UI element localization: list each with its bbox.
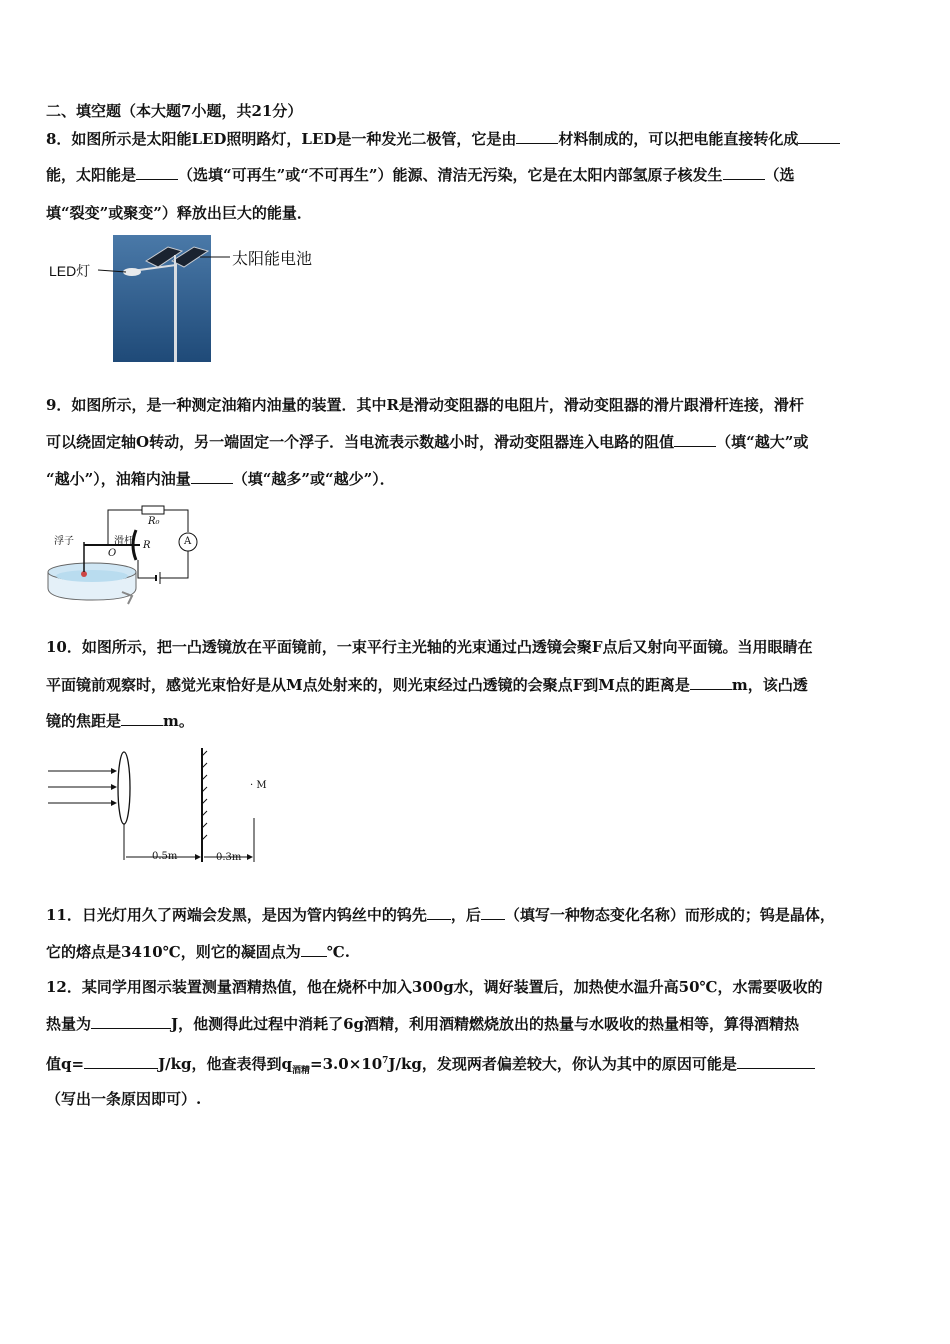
q9-text: “越小”），油箱内油量 (46, 470, 191, 488)
q8-text: （选填“可再生”或“不可再生”）能源、清洁无污染，它是在太阳内部氢原子核发生 (178, 166, 723, 184)
q9-line3 (46, 469, 395, 489)
q10-line2 (46, 675, 808, 695)
float-label: 浮子 (54, 536, 74, 547)
q10-line3 (46, 711, 194, 731)
q8-text: （选 (764, 166, 795, 184)
q11-text: （填写一种物态变化名称）而形成的；钨是晶体， (504, 906, 835, 924)
q8-text: 能，太阳能是 (46, 166, 137, 184)
q8-blank-4[interactable] (723, 165, 765, 180)
q12-blank-3[interactable] (737, 1054, 815, 1069)
q10-blank-2[interactable] (121, 711, 163, 726)
q8-line1 (46, 129, 840, 149)
o-label: O (108, 548, 117, 559)
distance-mirror-m-label: 0.3m (216, 852, 242, 863)
q9-text: 可以绕固定轴O转动，另一端固定一个浮子．当电流表示数越小时，滑动变阻器连入电路的阻值 (46, 433, 675, 451)
q8-text: 8．如图所示是太阳能LED照明路灯，LED是一种发光二极管，它是由 (46, 130, 517, 148)
solar-panel-label: 太阳能电池 (232, 251, 313, 268)
q8-blank-3[interactable] (136, 165, 178, 180)
q11-text: 11．日光灯用久了两端会发黑，是因为管内钨丝中的钨先 (46, 906, 427, 924)
q8-blank-1[interactable] (516, 129, 558, 144)
rod-label: 滑杆 (114, 536, 134, 547)
solar-street-light-figure (40, 233, 340, 368)
q11-line2 (46, 942, 350, 962)
q12-line1: 12．某同学用图示装置测量酒精热值，他在烧杯中加入300g水，调好装置后，加热使水温升高50℃，水需要吸收的 (46, 978, 823, 996)
q11-text: ℃. (326, 943, 350, 961)
q9-blank-2[interactable] (191, 469, 233, 484)
q11-blank-2[interactable] (481, 905, 505, 920)
q12-text: J/kg，发现两者偏差较大，你认为其中的原因可能是 (388, 1055, 737, 1073)
q10-text: m。 (163, 712, 194, 730)
led-label: LED灯 (49, 263, 91, 279)
q12-text: J，他测得此过程中消耗了6g酒精，利用酒精燃烧放出的热量与水吸收的热量相等，算得酒精热 (171, 1015, 800, 1033)
lens-mirror-figure (44, 742, 284, 868)
q9-line2 (46, 432, 808, 452)
q9-blank-1[interactable] (674, 432, 716, 447)
q10-text: 平面镜前观察时，感觉光束恰好是从M点处射来的，则光束经过凸透镜的会聚点F到M点的距离是 (46, 676, 690, 694)
q8-text: 材料制成的，可以把电能直接转化成 (558, 130, 799, 148)
q10-blank-1[interactable] (690, 675, 732, 690)
section-title: 二、填空题（本大题7小题，共21分） (46, 102, 303, 120)
q11-text: ，后 (450, 906, 481, 924)
q12-text: 值q= (46, 1055, 85, 1073)
r0-label: R₀ (148, 516, 160, 527)
q8-blank-2[interactable] (798, 129, 840, 144)
q9-line1: 9．如图所示，是一种测定油箱内油量的装置．其中R是滑动变阻器的电阻片，滑动变阻器的滑片跟滑杆连接，滑杆 (46, 396, 804, 414)
q12-blank-2[interactable] (84, 1054, 158, 1069)
distance-lens-mirror-label: 0.5m (152, 851, 178, 862)
q8-line2 (46, 165, 795, 185)
oil-gauge-circuit-diagram (42, 500, 212, 610)
q9-text: （填“越大”或 (716, 433, 809, 451)
q12-line4: （写出一条原因即可）. (46, 1090, 202, 1108)
q9-text: （填“越多”或“越少”）． (232, 470, 395, 488)
q12-superscript: 7 (382, 1056, 389, 1066)
point-m-label: · M (250, 780, 267, 791)
q11-blank-1[interactable] (427, 905, 451, 920)
q11-text: 它的熔点是3410℃，则它的凝固点为 (46, 943, 301, 961)
q12-blank-1[interactable] (91, 1014, 171, 1029)
r-label: R (143, 540, 151, 551)
q10-line1: 10．如图所示，把一凸透镜放在平面镜前，一束平行主光轴的光束通过凸透镜会聚F点后又射向平面镜。当用眼睛在 (46, 638, 813, 656)
oil-gauge-circuit-figure (42, 500, 212, 610)
q11-blank-3[interactable] (301, 942, 327, 957)
q10-text: m，该凸透 (731, 676, 808, 694)
ammeter-label: A (184, 536, 192, 547)
q12-subscript: 酒精 (292, 1066, 311, 1076)
q8-line3: 填“裂变”或聚变”）释放出巨大的能量． (46, 204, 312, 222)
q11-line1 (46, 905, 835, 925)
q12-text: J/kg，他查表得到q (158, 1055, 293, 1073)
q12-text: =3.0×10 (310, 1055, 383, 1073)
q12-line2 (46, 1014, 799, 1034)
lens-mirror-diagram (44, 742, 284, 868)
q12-text: 热量为 (46, 1015, 92, 1033)
q12-line3 (46, 1051, 815, 1081)
q10-text: 镜的焦距是 (46, 712, 122, 730)
